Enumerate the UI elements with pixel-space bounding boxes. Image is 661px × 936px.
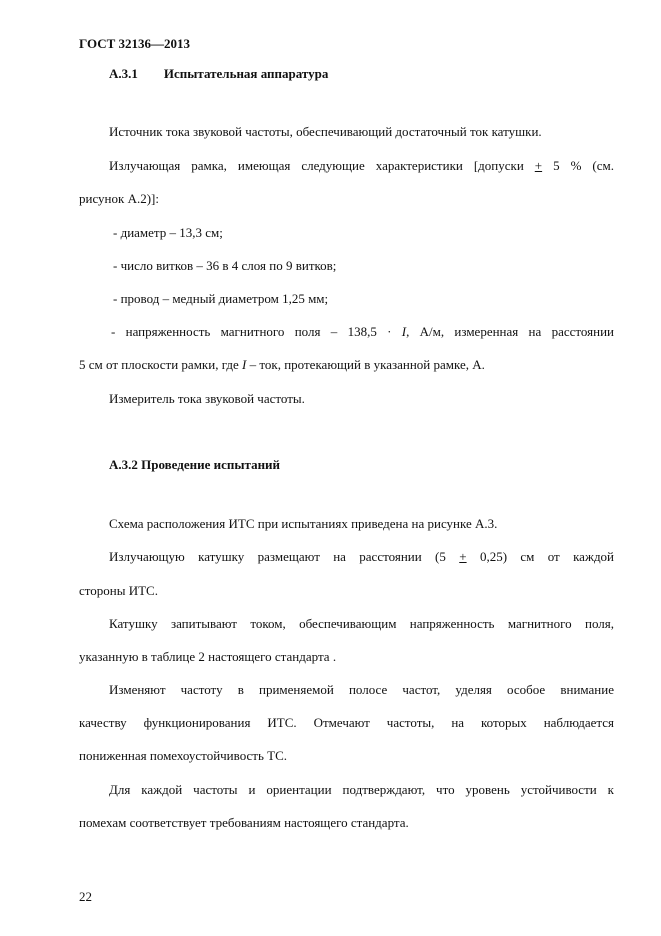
variable-i: I [401, 324, 407, 339]
page-number: 22 [79, 889, 92, 904]
paragraph: Схема расположения ИТС при испытаниях приведена на рисунке А.3. [109, 516, 498, 531]
text-fragment: 5 см от плоскости рамки, где [79, 357, 243, 372]
paragraph-line: Для каждой частоты и ориентации подтверждают, что уровень устойчивости к [109, 782, 614, 797]
section-heading-a32: А.3.2 Проведение испытаний [109, 457, 281, 472]
paragraph-line: Катушку запитывают током, обеспечивающим напряженность магнитного поля, [109, 616, 614, 631]
text-fragment: Излучающую катушку размещают на расстоянии (5 [109, 549, 460, 564]
variable-i: I [242, 357, 247, 372]
text-fragment: , А/м, измеренная на расстоянии [406, 324, 615, 339]
paragraph-line: Изменяют частоту в применяемой полосе частот, уделяя особое внимание [109, 682, 614, 697]
paragraph-line: качеству функционирования ИТС. Отмечают частоты, на которых наблюдается [79, 715, 614, 730]
text-fragment: - напряженность магнитного поля – 138,5 · [111, 324, 402, 339]
list-item-continuation [79, 357, 485, 373]
paragraph-line: указанную в таблице 2 настоящего стандарта . [79, 649, 337, 664]
list-item: - провод – медный диаметром 1,25 мм; [113, 291, 329, 306]
paragraph-line: стороны ИТС. [79, 583, 158, 598]
text-fragment: – ток, протекающий в указанной рамке, А. [246, 357, 485, 372]
section-heading-a31 [109, 66, 328, 82]
paragraph-line [109, 549, 614, 565]
plus-minus-sign: + [459, 549, 467, 564]
paragraph: Измеритель тока звуковой частоты. [109, 391, 305, 406]
text-fragment: 0,25) см от каждой [466, 549, 615, 564]
paragraph-line [109, 158, 614, 174]
list-item: - диаметр – 13,3 см; [113, 225, 223, 240]
paragraph-line: помехам соответствует требованиям настоящего стандарта. [79, 815, 409, 830]
document-header: ГОСТ 32136—2013 [79, 36, 191, 51]
section-title: Испытательная аппаратура [163, 66, 329, 81]
paragraph: Источник тока звуковой частоты, обеспечивающий достаточный ток катушки. [109, 124, 542, 139]
paragraph-line: пониженная помехоустойчивость ТС. [79, 748, 288, 763]
paragraph-line: рисунок А.2)]: [79, 191, 159, 206]
plus-minus-sign: + [534, 158, 543, 173]
section-number: А.3.1 [109, 66, 138, 81]
list-item [111, 324, 614, 340]
text-fragment: Излучающая рамка, имеющая следующие характеристики [допуски [109, 158, 535, 173]
text-fragment: 5 % (см. [542, 158, 614, 173]
list-item: - число витков – 36 в 4 слоя по 9 витков; [113, 258, 337, 273]
